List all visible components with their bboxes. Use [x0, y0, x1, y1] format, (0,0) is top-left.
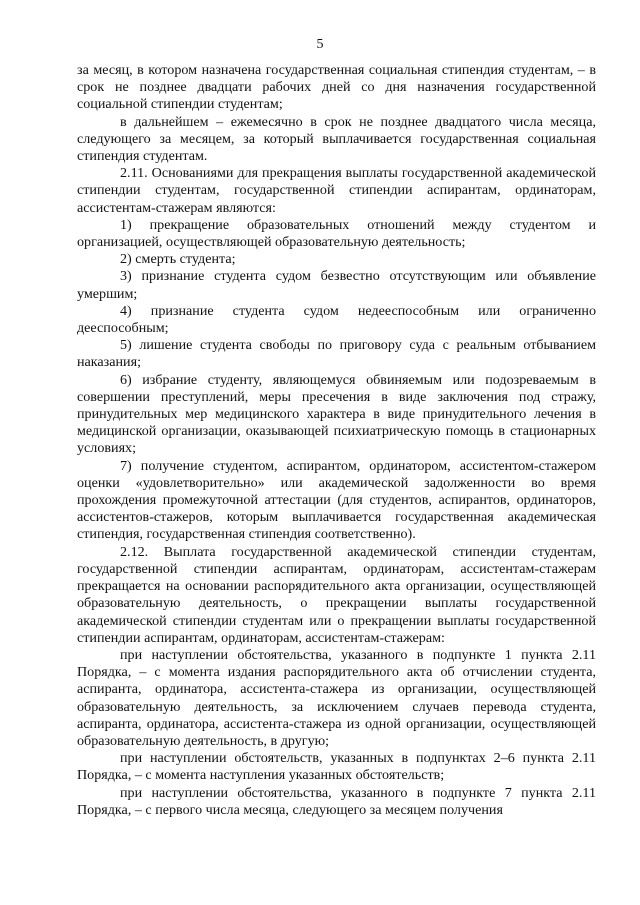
paragraph: 2.11. Основаниями для прекращения выплаты государственной академической стипендии студентам, государственной стипендии аспирантам, ординаторам, ассистентам-стажерам являются: [77, 165, 596, 216]
paragraph: за месяц, в котором назначена государственная социальная стипендия студентам, – в срок не позднее двадцати рабочих дней со дня назначения государственной социальной стипендии студентам; [77, 62, 596, 113]
paragraph: 4) признание студента судом недееспособным или ограниченно дееспособным; [77, 302, 596, 337]
paragraph: 3) признание студента судом безвестно отсутствующим или объявление умершим; [77, 268, 596, 302]
paragraph: 1) прекращение образовательных отношений между студентом и организацией, осуществляющей образовательную деятельность; [77, 216, 596, 251]
document-body [77, 62, 596, 819]
paragraph: в дальнейшем – ежемесячно в срок не позднее двадцатого числа месяца, следующего за месяцем, за который выплачивается государственная социальная стипендия студентам. [77, 113, 596, 165]
paragraph: 2) смерть студента; [120, 251, 236, 268]
paragraph: при наступлении обстоятельств, указанных в подпунктах 2–6 пункта 2.11 Порядка, – с момента наступления указанных обстоятельств; [77, 750, 596, 784]
paragraph: 7) получение студентом, аспирантом, ординатором, ассистентом-стажером оценки «удовлетворительно» или академической задолженности во время прохождения промежуточной аттестации (для студентов, аспирантов, ординаторов, ассистентов-стажеров, которым выплачивается государственная академическая стипендия, государственная стипендия соответственно). [77, 457, 596, 543]
paragraph: при наступлении обстоятельства, указанного в подпункте 1 пункта 2.11 Порядка, – с момента издания распорядительного акта об отчислении студента, аспиранта, ординатора, ассистента-стажера из организации, осуществляющей образовательную деятельность, за исключением случаев перевода студента, аспиранта, ординатора, ассистента-стажера из одной организации, осуществляющей образовательную деятельность, в другую; [77, 646, 596, 749]
paragraph: 6) избрание студенту, являющемуся обвиняемым или подозреваемым в совершении преступлений, меры пресечения в виде заключения под стражу, принудительных мер медицинского характера в виде принудительного лечения в медицинской организации, оказывающей психиатрическую помощь в стационарных условиях; [77, 371, 596, 457]
paragraph: 5) лишение студента свободы по приговору суда с реальным отбыванием наказания; [77, 337, 596, 371]
page-number: 5 [316, 37, 324, 52]
paragraph: при наступлении обстоятельства, указанного в подпункте 7 пункта 2.11 Порядка, – с первого числа месяца, следующего за месяцем получения [77, 784, 596, 818]
paragraph: 2.12. Выплата государственной академической стипендии студентам, государственной стипендии аспирантам, ординаторам, ассистентам-стажерам прекращается на основании распорядительного акта организации, осуществляющей образовательную деятельность, о прекращении выплаты государственной академической стипендии студентам или о прекращении выплаты государственной стипендии аспирантам, ординаторам, ассистентам-стажерам: [77, 543, 596, 646]
